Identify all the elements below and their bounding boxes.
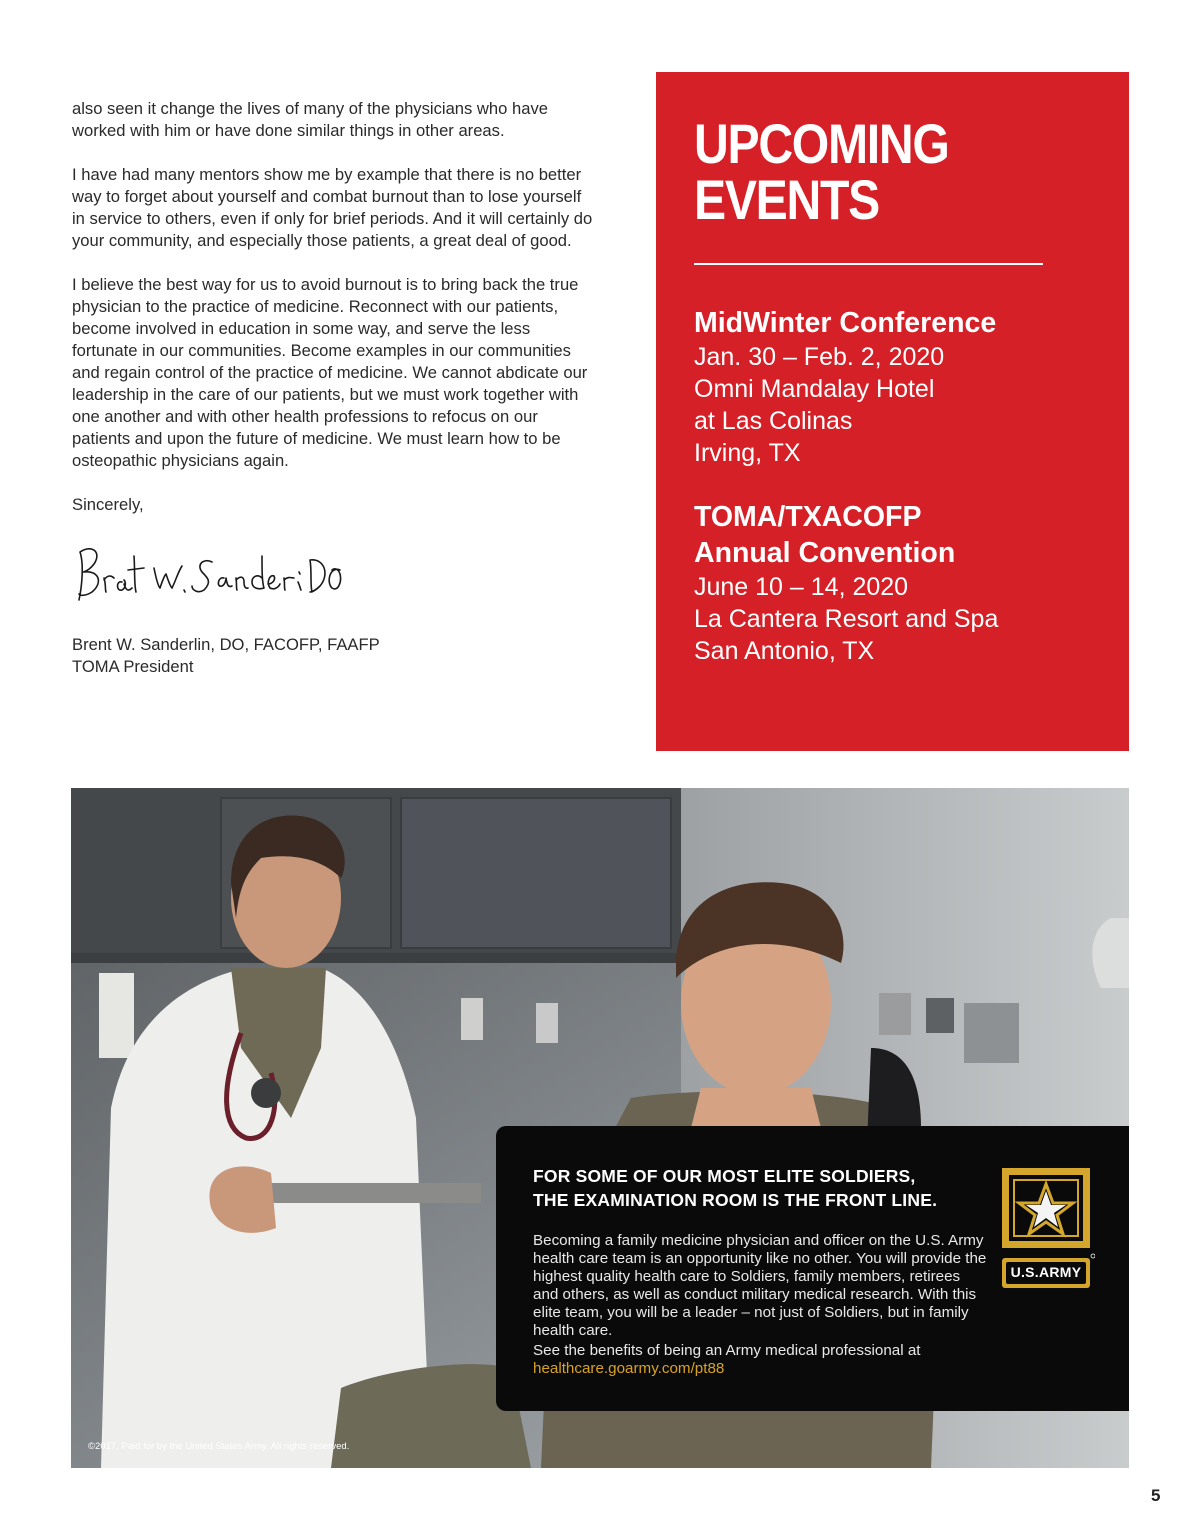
army-advertisement xyxy=(71,788,1129,1468)
letter-closing: Sincerely, xyxy=(72,495,144,514)
event-annual-convention xyxy=(694,499,1114,667)
events-divider xyxy=(694,263,1043,265)
event-midwinter-conference xyxy=(694,305,1114,469)
event-name-line: MidWinter Conference xyxy=(694,307,997,339)
event-date: Jan. 30 – Feb. 2, 2020 xyxy=(694,343,945,371)
events-title xyxy=(694,112,949,231)
event-location: Irving, TX xyxy=(694,439,801,467)
event-name xyxy=(694,305,1114,341)
event-name-line: Annual Convention xyxy=(694,537,956,569)
ad-headline-line: FOR SOME OF OUR MOST ELITE SOLDIERS, xyxy=(533,1166,916,1186)
event-name xyxy=(694,499,1114,571)
event-date: June 10 – 14, 2020 xyxy=(694,573,909,601)
upcoming-events-panel xyxy=(656,72,1129,751)
events-title-line: UPCOMING xyxy=(694,112,949,175)
events-title-line: EVENTS xyxy=(694,168,879,231)
ad-call-to-action xyxy=(533,1342,988,1378)
signer-name: Brent W. Sanderlin, DO, FACOFP, FAAFP xyxy=(72,635,380,654)
us-army-logo-text: U.S.ARMY xyxy=(1010,1264,1082,1280)
letter-paragraph: I believe the best way for us to avoid burnout is to bring back the true physician to the practice of medicine. Reconnect with our patients, become involved in education in some way, and serve the less fortunate in our communities. Become examples in our communities and regain control of the practice of medicine. We cannot abdicate our leadership in the care of our patients, but we must work together with one another and with other health professions to refocus on our patients and upon the future of medicine. We must learn how to be osteopathic physicians again. xyxy=(72,275,588,470)
event-name-line: TOMA/TXACOFP xyxy=(694,501,922,533)
event-location: San Antonio, TX xyxy=(694,637,875,665)
ad-copyright: ©2017. Paid for by the United States Army. All rights reserved. xyxy=(88,1441,350,1452)
letter xyxy=(72,98,597,678)
event-venue: La Cantera Resort and Spa xyxy=(694,605,999,633)
ad-copy-box xyxy=(496,1126,1129,1411)
event-venue: Omni Mandalay Hotel xyxy=(694,375,935,403)
letter-paragraph: I have had many mentors show me by example that there is no better way to forget about yourself and combat burnout than to lose yourself in service to others, even if only for brief periods. And it will certainly do your community, and especially those patients, a great deal of good. xyxy=(72,165,593,250)
signature xyxy=(72,534,342,614)
event-venue-line: at Las Colinas xyxy=(694,407,853,435)
ad-cta-text: See the benefits of being an Army medical professional at xyxy=(533,1342,921,1359)
letter-paragraph: also seen it change the lives of many of the physicians who have worked with him or have done similar things in other areas. xyxy=(72,99,548,140)
ad-headline-line: THE EXAMINATION ROOM IS THE FRONT LINE. xyxy=(533,1190,938,1210)
page-number: 5 xyxy=(1151,1486,1161,1505)
signer-title: TOMA President xyxy=(72,657,194,676)
ad-headline xyxy=(533,1164,983,1212)
army-healthcare-link[interactable]: healthcare.goarmy.com/pt88 xyxy=(533,1360,725,1377)
ad-body-text: Becoming a family medicine physician and officer on the U.S. Army health care team is an opportunity like no other. You will provide the highest quality health care to Soldiers, family members, retirees and others, as well as conduct military medical research. With this elite team, you will be a leader – not just of Soldiers, but in family health care. xyxy=(533,1232,987,1339)
